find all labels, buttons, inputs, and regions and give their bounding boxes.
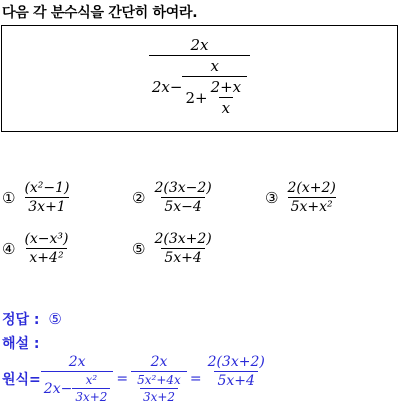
answer-label: 정답 : <box>2 312 40 328</box>
option-4[interactable] <box>2 231 72 266</box>
solution-start: 원식= <box>2 372 41 388</box>
option-5-numerator: 2(3x+2) <box>154 231 212 247</box>
option-3-denominator: 5x+x² <box>288 197 336 215</box>
solution-step1 <box>41 354 114 404</box>
expr-innermost-numerator: 2+x <box>210 78 242 96</box>
option-3[interactable] <box>265 180 339 215</box>
option-1-mark: ① <box>2 188 16 207</box>
option-1[interactable] <box>2 180 73 215</box>
question-box <box>1 25 398 132</box>
option-3-mark: ③ <box>265 188 279 207</box>
solution-equals-2: = <box>189 371 202 387</box>
solution-step2 <box>131 354 187 404</box>
step3-denominator: 5x+4 <box>214 371 257 389</box>
solution-step3 <box>205 354 268 389</box>
option-2-numerator: 2(3x−2) <box>154 180 212 196</box>
step1-numerator: 2x <box>68 354 86 370</box>
option-4-denominator: x+4² <box>26 248 66 266</box>
expr-innermost-denominator: x <box>219 97 233 117</box>
option-5-denominator: 5x+4 <box>161 248 204 266</box>
option-5-mark: ⑤ <box>132 239 146 258</box>
step2-inner-numerator: 5x²+4x <box>137 373 181 387</box>
expr-inner-numerator: x <box>210 57 220 75</box>
option-1-numerator: (x²−1) <box>24 180 70 196</box>
answer-line <box>2 309 62 329</box>
expr-den-left: 2x− <box>151 78 183 96</box>
answer-value: ⑤ <box>48 310 62 328</box>
step1-inner-denominator: 3x+2 <box>72 388 110 404</box>
expr-numerator: 2x <box>190 36 209 54</box>
option-2-mark: ② <box>132 188 146 207</box>
step2-numerator: 2x <box>150 354 168 370</box>
solution-equals-1: = <box>116 371 129 387</box>
solution-derivation <box>2 354 268 404</box>
option-3-numerator: 2(x+2) <box>287 180 336 196</box>
step1-inner-numerator: x² <box>85 373 98 387</box>
expr-inner-den-left: 2+ <box>185 88 208 107</box>
question-instruction: 다음 각 분수식을 간단히 하여라. <box>2 5 198 21</box>
step3-numerator: 2(3x+2) <box>207 354 265 370</box>
step2-inner-denominator: 3x+2 <box>140 388 178 404</box>
step1-den-left: 2x− <box>43 380 73 397</box>
option-2-denominator: 5x−4 <box>161 197 204 215</box>
option-1-denominator: 3x+1 <box>25 197 68 215</box>
option-4-numerator: (x−x³) <box>24 231 69 247</box>
option-4-mark: ④ <box>2 239 16 258</box>
question-expression <box>2 36 397 117</box>
option-5[interactable] <box>132 231 215 266</box>
option-2[interactable] <box>132 180 215 215</box>
solution-label: 해설 : <box>2 336 40 352</box>
